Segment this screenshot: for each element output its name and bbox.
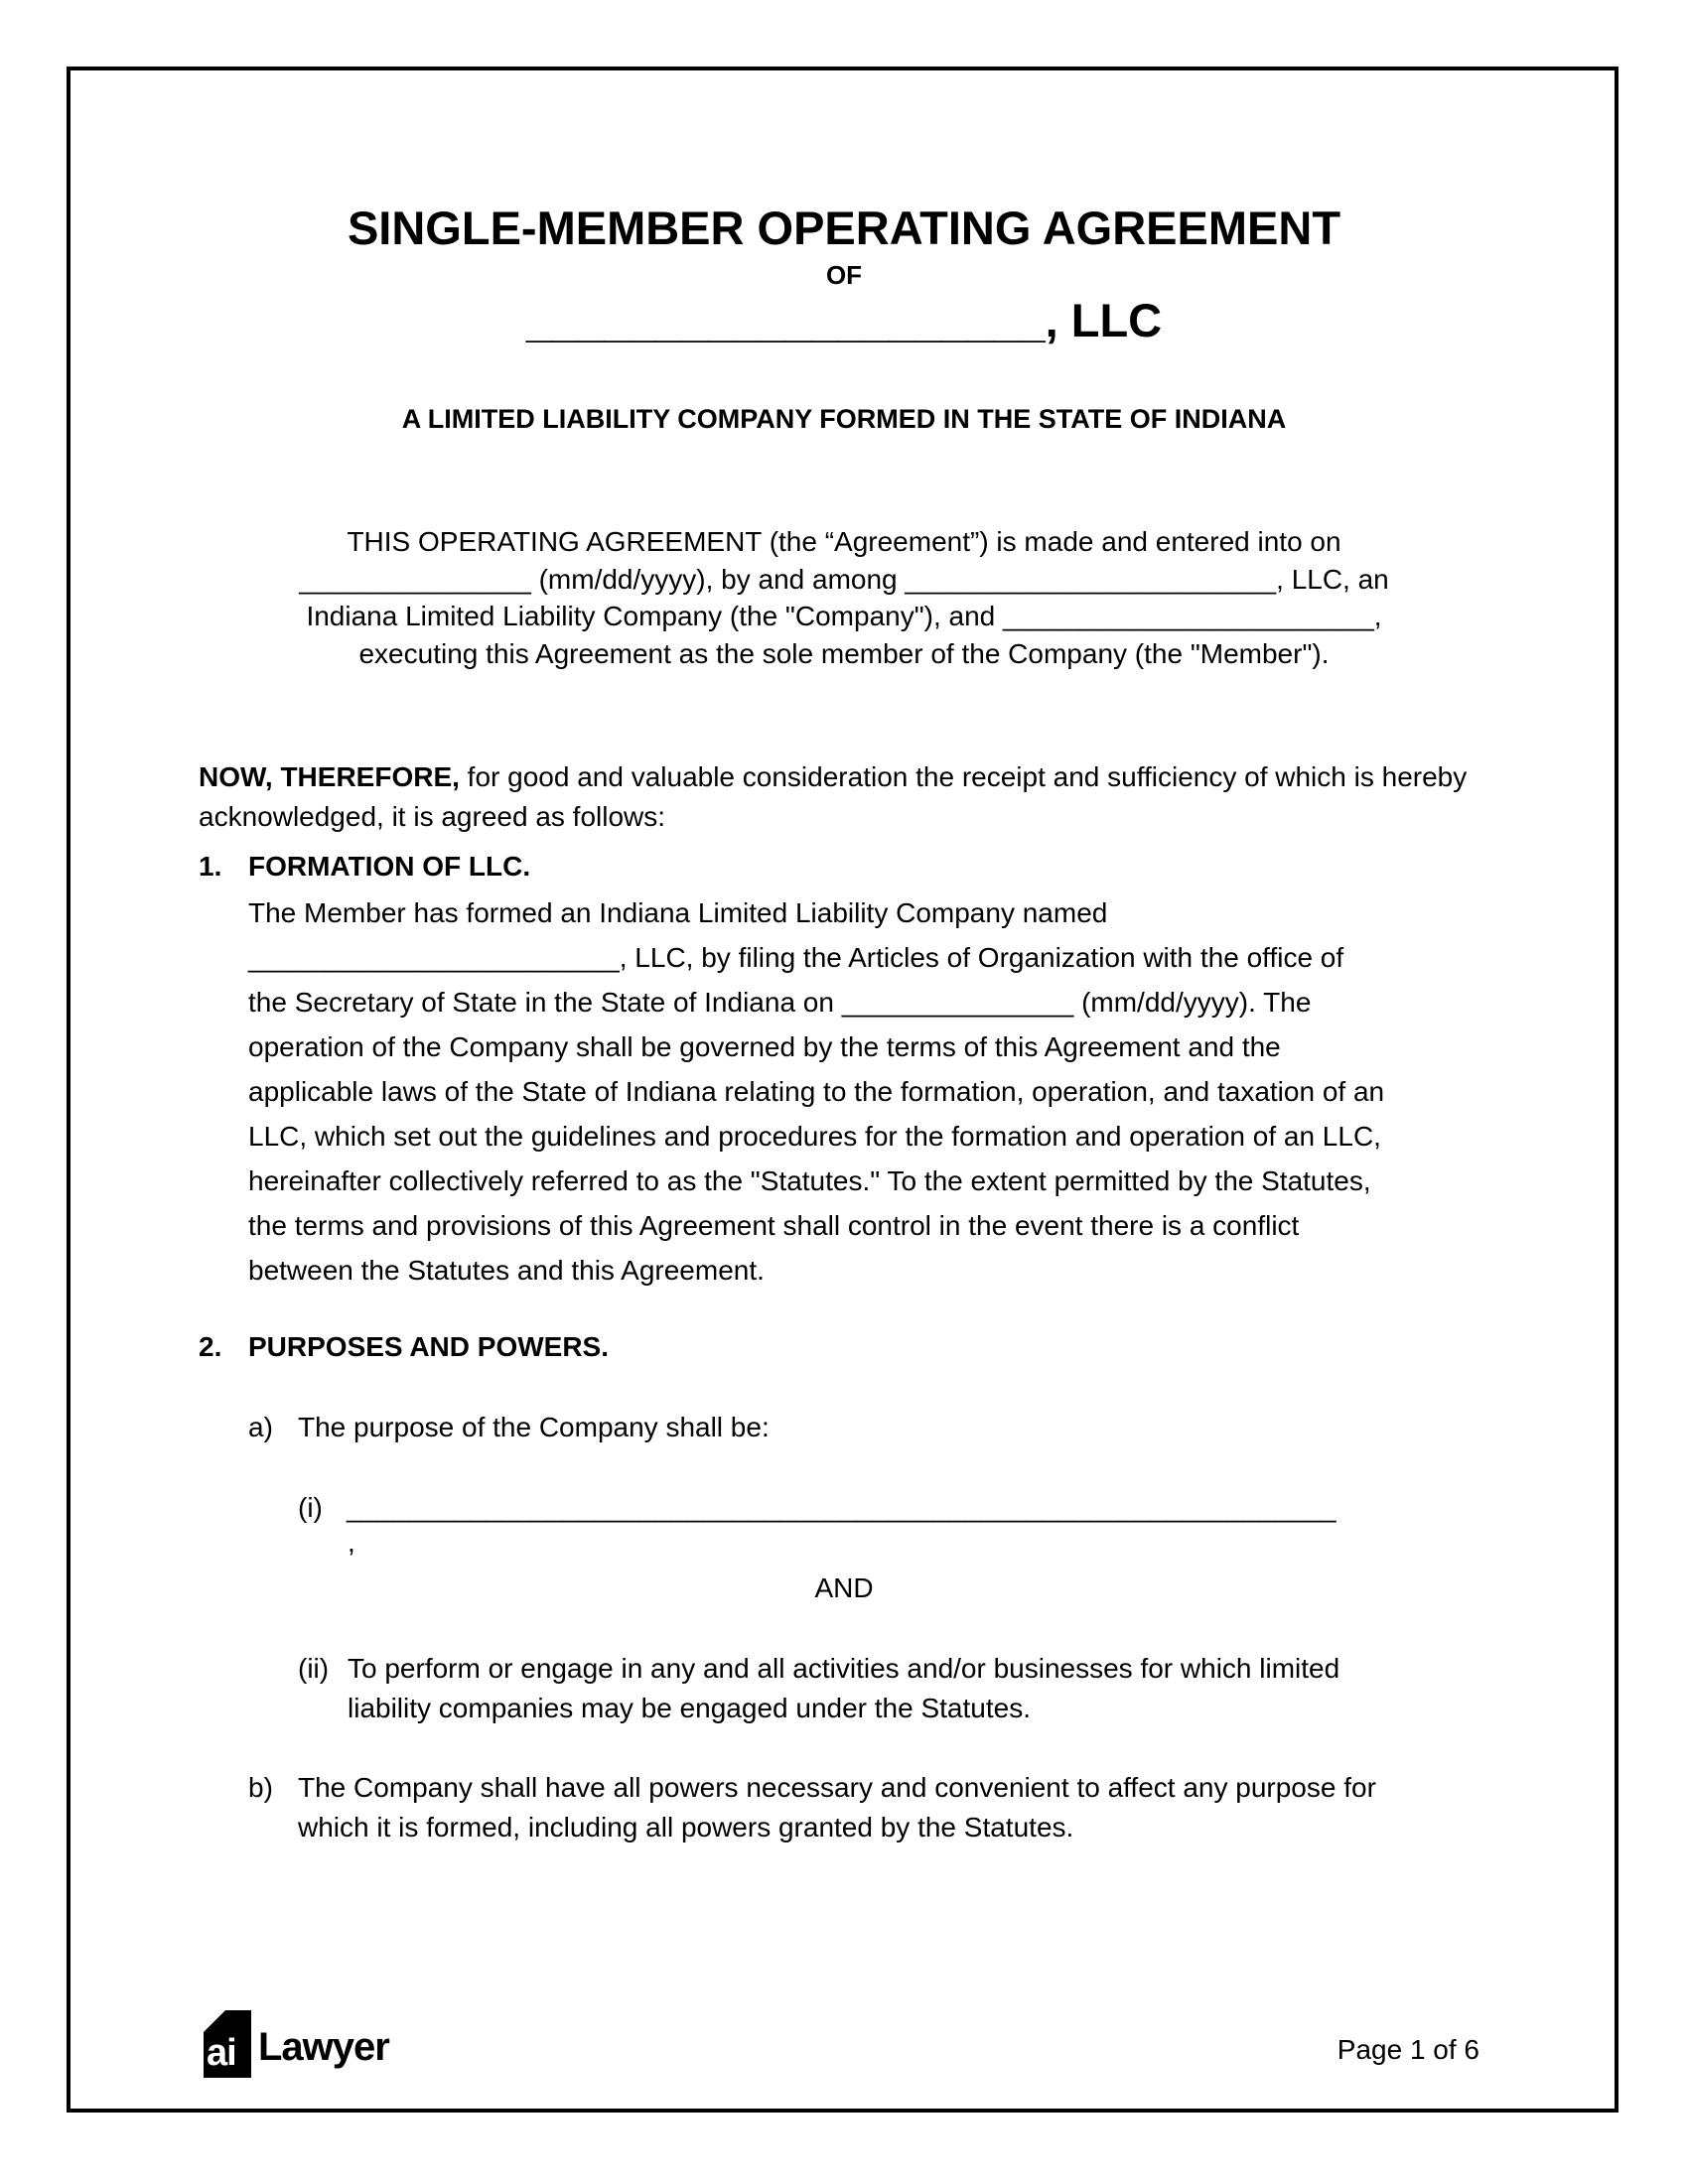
intro-line: executing this Agreement as the sole member of the Company (the "Member"). <box>358 637 1330 669</box>
item-b-text <box>298 1768 1376 1847</box>
item-a-text: The purpose of the Company shall be: <box>298 1412 770 1442</box>
document-title: SINGLE-MEMBER OPERATING AGREEMENT <box>347 202 1341 254</box>
section-number: 2. <box>199 1331 222 1362</box>
item-ii-label: (ii) <box>298 1653 330 1684</box>
preamble-text: for good and valuable consideration the receipt and sufficiency of which is hereby acknowledged, it is agreed as follows: <box>199 761 1468 832</box>
section-1-line: the terms and provisions of this Agreement shall control in the event there is a conflict <box>248 1210 1300 1241</box>
company-name-blank: ____________________, LLC <box>525 294 1163 346</box>
item-ii-text <box>348 1649 1339 1728</box>
section-1-line: The Member has formed an Indiana Limited Liability Company named <box>248 897 1108 928</box>
intro-paragraph <box>0 523 1688 672</box>
purpose-comma: , <box>348 1527 355 1558</box>
preamble-bold: NOW, THEREFORE, <box>199 761 460 792</box>
section-title: PURPOSES AND POWERS. <box>248 1331 610 1362</box>
and-separator: AND <box>814 1572 874 1603</box>
item-b-line: The Company shall have all powers necessary and convenient to affect any purpose for <box>298 1772 1376 1803</box>
section-2-heading <box>199 1327 609 1367</box>
section-1-line: applicable laws of the State of Indiana relating to the formation, operation, and taxation of an <box>248 1076 1385 1107</box>
section-1-line: the Secretary of State in the State of Indiana on _______________ (mm/dd/yyyy). The <box>248 987 1312 1018</box>
preamble-paragraph <box>199 757 1499 837</box>
section-number: 1. <box>199 851 222 882</box>
logo-wordmark: Lawyer <box>258 2025 389 2069</box>
section-1-line: ________________________, LLC, by filing the Articles of Organization with the office of <box>248 942 1344 973</box>
purpose-blank-line: ________________________________________________________________ <box>347 1492 1336 1523</box>
logo-notch <box>204 2010 225 2032</box>
item-b-line: which it is formed, including all powers granted by the Statutes. <box>298 1812 1074 1843</box>
item-b-label: b) <box>248 1772 273 1803</box>
item-ii-line: To perform or engage in any and all activities and/or businesses for which limited <box>348 1653 1340 1684</box>
page-number: Page 1 of 6 <box>1336 2034 1479 2065</box>
section-1-body <box>248 890 1499 1293</box>
section-1-heading <box>199 847 530 887</box>
intro-line: Indiana Limited Liability Company (the "Company"), and ________________________, <box>306 601 1382 631</box>
item-i-label: (i) <box>298 1492 323 1523</box>
logo-mark-text: ai <box>207 2032 236 2074</box>
section-title: FORMATION OF LLC. <box>248 851 531 882</box>
section-1-line: between the Statutes and this Agreement. <box>248 1255 765 1286</box>
section-1-line: LLC, which set out the guidelines and procedures for the formation and operation of an LLC, <box>248 1121 1381 1152</box>
intro-line: THIS OPERATING AGREEMENT (the “Agreement”) is made and entered into on <box>347 526 1341 557</box>
title-of: OF <box>825 260 863 290</box>
section-1-line: hereinafter collectively referred to as the "Statutes." To the extent permitted by the Statutes, <box>248 1165 1371 1196</box>
state-subtitle: A LIMITED LIABILITY COMPANY FORMED IN THE STATE OF INDIANA <box>401 404 1287 434</box>
item-a-label: a) <box>248 1412 273 1442</box>
item-ii-line: liability companies may be engaged under the Statutes. <box>348 1693 1031 1723</box>
intro-line: _______________ (mm/dd/yyyy), by and among ________________________, LLC, an <box>299 563 1389 595</box>
section-1-line: operation of the Company shall be governed by the terms of this Agreement and the <box>248 1031 1281 1062</box>
